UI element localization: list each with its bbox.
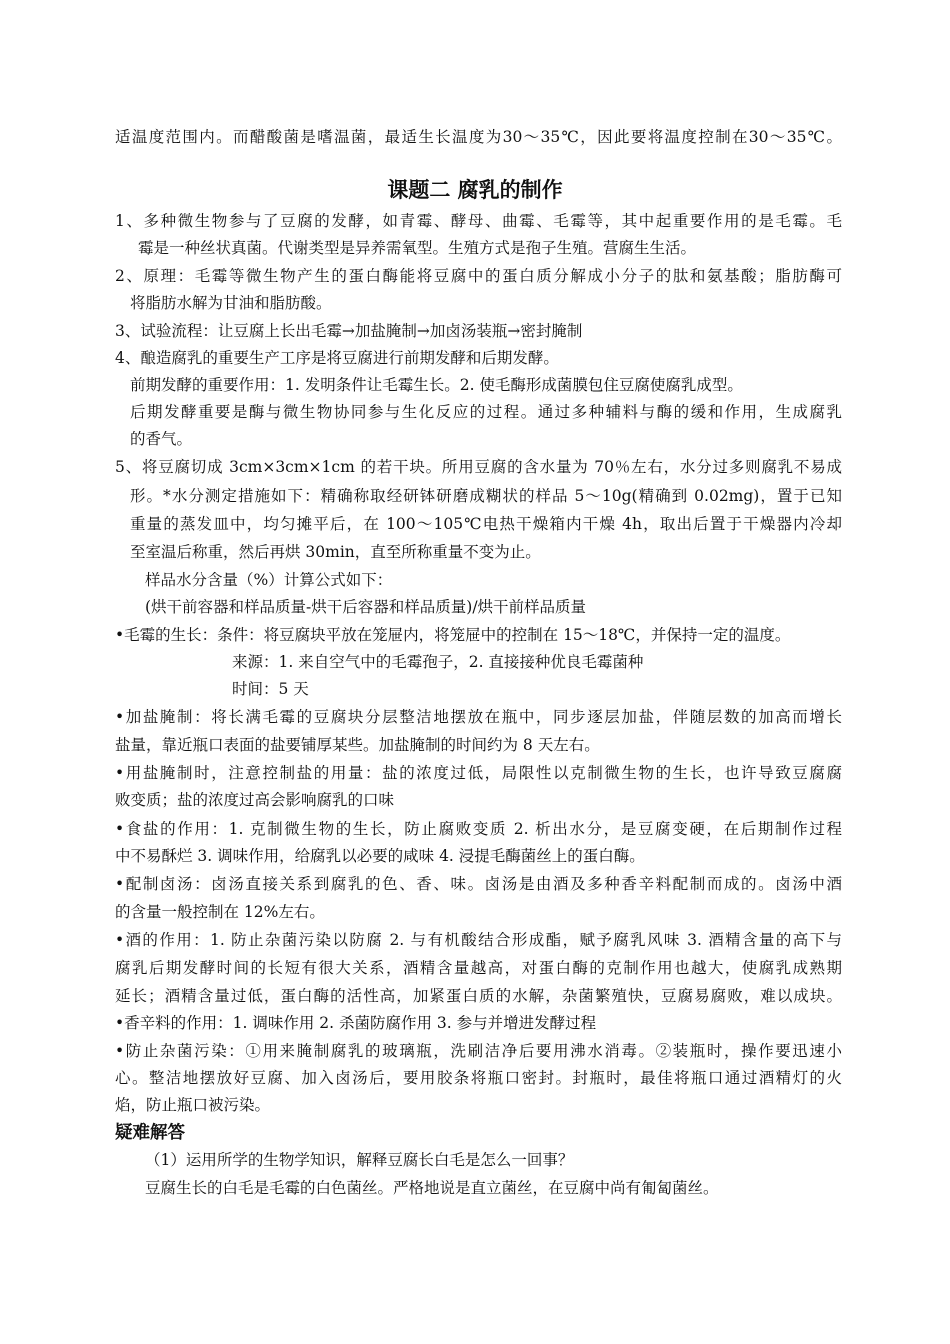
section-title: 课题二 腐乳的制作 — [387, 178, 563, 202]
point-3: 3、试验流程：让豆腐上长出毛霉→加盐腌制→加卤汤装瓶→密封腌制 — [115, 322, 583, 340]
point-5-line-1: 5、将豆腐切成 3cm×3cm×1cm 的若干块。所用豆腐的含水量为 70％左右，水分过多则腐乳不易成 — [115, 458, 842, 476]
brine-line-2: 的含量一般控制在 12%左右。 — [115, 903, 325, 921]
point-5-line-4: 至室温后称重，然后再烘 30min，直至所称重量不变为止。 — [130, 543, 541, 561]
mold-growth-conditions: •毛霉的生长：条件：将豆腐块平放在笼屉内，将笼屉中的控制在 15～18℃，并保持一定的温度。 — [115, 626, 791, 644]
brine-line-1: •配制卤汤：卤汤直接关系到腐乳的色、香、味。卤汤是由酒及多种香辛料配制而成的。卤汤中酒 — [115, 875, 842, 893]
point-1-line-1: 1、多种微生物参与了豆腐的发酵，如青霉、酵母、曲霉、毛霉等，其中起重要作用的是毛霉。毛 — [115, 212, 842, 230]
point-4-early-fermentation: 前期发酵的重要作用：1. 发明条件让毛霉生长。2. 使毛酶形成菌膜包住豆腐使腐乳成型。 — [130, 376, 743, 394]
answer-1: 豆腐生长的白毛是毛霉的白色菌丝。严格地说是直立菌丝，在豆腐中尚有匍匐菌丝。 — [145, 1179, 719, 1197]
point-4-late-fermentation-line-1: 后期发酵重要是酶与微生物协同参与生化反应的过程。通过多种辅料与酶的缓和作用，生成腐乳 — [130, 403, 842, 421]
point-5-line-3: 重量的蒸发皿中，均匀摊平后，在 100～105℃电热干燥箱内干燥 4h，取出后置于干燥器内冷却 — [130, 515, 842, 533]
salt-amount-line-1: •用盐腌制时，注意控制盐的用量：盐的浓度过低，局限性以克制微生物的生长，也许导致豆腐腐 — [115, 764, 842, 782]
wine-role-line-3: 延长；酒精含量过低，蛋白酶的活性高，加紧蛋白质的水解，杂菌繁殖快，豆腐易腐败，难以成块。 — [115, 987, 842, 1005]
contamination-line-1: •防止杂菌污染：①用来腌制腐乳的玻璃瓶，洗刷洁净后要用沸水消毒。②装瓶时，操作要迅速小 — [115, 1042, 842, 1060]
salting-line-1: •加盐腌制：将长满毛霉的豆腐块分层整洁地摆放在瓶中，同步逐层加盐，伴随层数的加高而增长 — [115, 708, 842, 726]
contamination-line-3: 焰，防止瓶口被污染。 — [115, 1096, 271, 1114]
mold-growth-source: 来源：1. 来自空气中的毛霉孢子，2. 直接接种优良毛霉菌种 — [232, 653, 644, 671]
contamination-line-2: 心。整洁地摆放好豆腐、加入卤汤后，要用胶条将瓶口密封。封瓶时，最佳将瓶口通过酒精灯的火 — [115, 1069, 842, 1087]
point-1-line-2: 霉是一种丝状真菌。代谢类型是异养需氧型。生殖方式是孢子生殖。营腐生生活。 — [138, 239, 697, 257]
continuation-line: 适温度范围内。而醋酸菌是嗜温菌，最适生长温度为30～35℃，因此要将温度控制在30～35℃。 — [115, 128, 842, 146]
wine-role-line-1: •酒的作用：1. 防止杂菌污染以防腐 2. 与有机酸结合形成酯，赋予腐乳风味 3. 酒精含量的高下与 — [115, 931, 842, 949]
point-2-line-2: 将脂肪水解为甘油和脂肪酸。 — [130, 294, 332, 312]
salt-role-line-1: •食盐的作用：1. 克制微生物的生长，防止腐败变质 2. 析出水分，是豆腐变硬，在后期制作过程 — [115, 820, 842, 838]
mold-growth-time: 时间：5 天 — [232, 680, 309, 698]
spice-role: •香辛料的作用：1. 调味作用 2. 杀菌防腐作用 3. 参与并增进发酵过程 — [115, 1014, 597, 1032]
formula: (烘干前容器和样品质量-烘干后容器和样品质量)/烘干前样品质量 — [145, 598, 587, 616]
formula-label: 样品水分含量（%）计算公式如下： — [145, 571, 393, 589]
point-2-line-1: 2、原理：毛霉等微生物产生的蛋白酶能将豆腐中的蛋白质分解成小分子的肽和氨基酸；脂肪酶可 — [115, 267, 842, 285]
point-4: 4、酿造腐乳的重要生产工序是将豆腐进行前期发酵和后期发酵。 — [115, 349, 559, 367]
question-1: （1）运用所学的生物学知识，解释豆腐长白毛是怎么一回事？ — [145, 1151, 574, 1169]
salt-amount-line-2: 败变质；盐的浓度过高会影响腐乳的口味 — [115, 791, 395, 809]
point-5-line-2: 形。*水分测定措施如下：精确称取经研钵研磨成糊状的样品 5～10g(精确到 0.02mg)，置于已知 — [130, 487, 842, 505]
salting-line-2: 盐量，靠近瓶口表面的盐要铺厚某些。加盐腌制的时间约为 8 天左右。 — [115, 736, 600, 754]
salt-role-line-2: 中不易酥烂 3. 调味作用，给腐乳以必要的咸味 4. 浸提毛酶菌丝上的蛋白酶。 — [115, 847, 645, 865]
point-4-late-fermentation-line-2: 的香气。 — [130, 430, 193, 448]
wine-role-line-2: 腐乳后期发酵时间的长短有很大关系，酒精含量越高，对蛋白酶的克制作用也越大，使腐乳成熟期 — [115, 959, 842, 977]
qa-heading: 疑难解答 — [115, 1123, 185, 1143]
